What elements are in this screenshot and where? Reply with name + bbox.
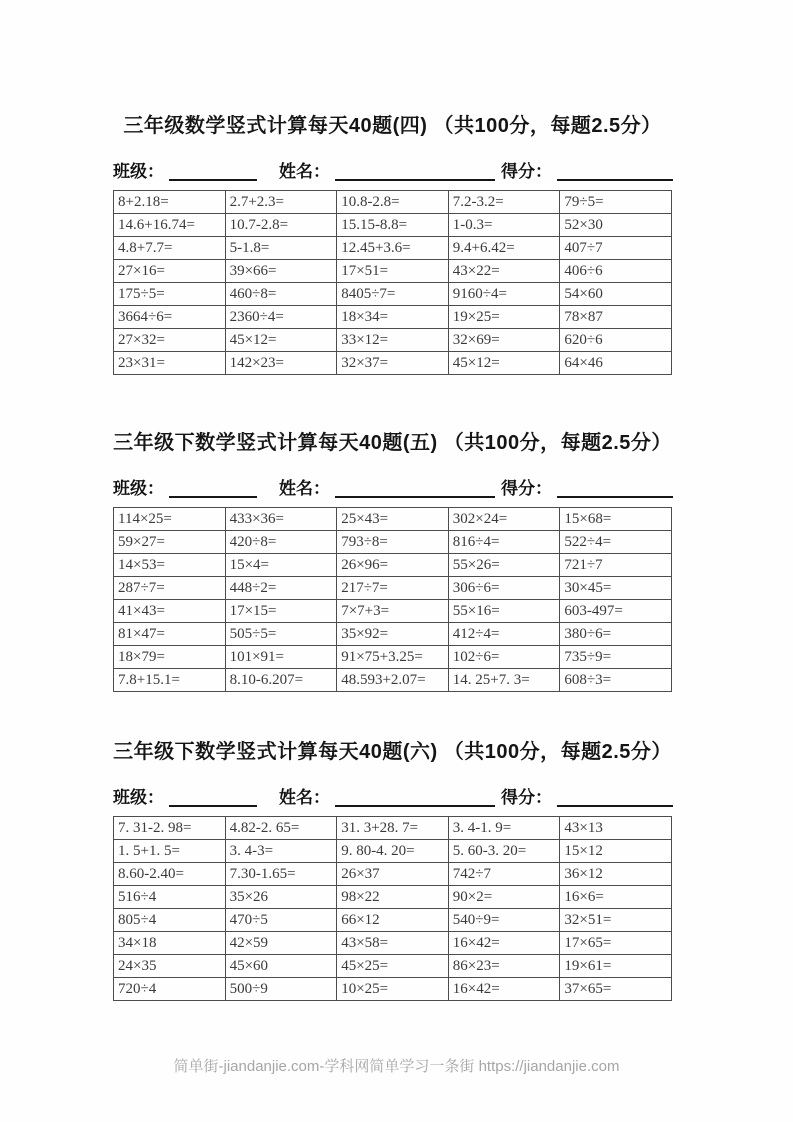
problem-cell: 23×31= <box>114 352 226 375</box>
problem-cell: 26×96= <box>337 554 449 577</box>
section-title: 三年级下数学竖式计算每天40题(六) （共100分，每题2.5分） <box>113 741 672 763</box>
score-field <box>501 161 673 183</box>
problem-cell: 79÷5= <box>560 191 672 214</box>
problem-cell: 12.45+3.6= <box>337 237 449 260</box>
problem-cell: 17×51= <box>337 260 449 283</box>
problem-cell: 2360÷4= <box>225 306 337 329</box>
problem-cell: 287÷7= <box>114 577 226 600</box>
problem-row <box>114 623 672 646</box>
problem-cell: 407÷7 <box>560 237 672 260</box>
header-fields <box>113 161 672 183</box>
problem-cell: 720÷4 <box>114 978 226 1001</box>
problem-cell: 10.7-2.8= <box>225 214 337 237</box>
problem-cell: 90×2= <box>448 886 560 909</box>
problem-cell: 15×12 <box>560 840 672 863</box>
problem-cell: 66×12 <box>337 909 449 932</box>
problem-cell: 217÷7= <box>337 577 449 600</box>
header-fields <box>113 478 672 500</box>
problem-cell: 37×65= <box>560 978 672 1001</box>
problem-cell: 16×42= <box>448 978 560 1001</box>
problem-cell: 86×23= <box>448 955 560 978</box>
problem-cell: 98×22 <box>337 886 449 909</box>
problem-cell: 1. 5+1. 5= <box>114 840 226 863</box>
problem-cell: 19×25= <box>448 306 560 329</box>
problem-cell: 1-0.3= <box>448 214 560 237</box>
problem-cell: 18×79= <box>114 646 226 669</box>
problem-cell: 175÷5= <box>114 283 226 306</box>
problem-cell: 603-497= <box>560 600 672 623</box>
problem-cell: 7.30-1.65= <box>225 863 337 886</box>
problem-cell: 805÷4 <box>114 909 226 932</box>
class-field <box>113 161 257 183</box>
problem-cell: 470÷5 <box>225 909 337 932</box>
problem-cell: 114×25= <box>114 508 226 531</box>
problem-cell: 101×91= <box>225 646 337 669</box>
name-blank-line <box>335 178 495 181</box>
problem-cell: 55×26= <box>448 554 560 577</box>
problem-cell: 81×47= <box>114 623 226 646</box>
class-field <box>113 787 257 809</box>
class-blank-line <box>169 804 257 807</box>
problem-cell: 620÷6 <box>560 329 672 352</box>
problem-cell: 34×18 <box>114 932 226 955</box>
problem-cell: 41×43= <box>114 600 226 623</box>
problem-cell: 78×87 <box>560 306 672 329</box>
problem-row <box>114 531 672 554</box>
problem-cell: 26×37 <box>337 863 449 886</box>
problem-cell: 32×51= <box>560 909 672 932</box>
problem-cell: 54×60 <box>560 283 672 306</box>
problem-cell: 522÷4= <box>560 531 672 554</box>
problem-cell: 14. 25+7. 3= <box>448 669 560 692</box>
problem-cell: 14.6+16.74= <box>114 214 226 237</box>
problem-cell: 45×12= <box>225 329 337 352</box>
problem-cell: 14×53= <box>114 554 226 577</box>
problem-cell: 8.60-2.40= <box>114 863 226 886</box>
problem-cell: 406÷6 <box>560 260 672 283</box>
score-label: 得分： <box>501 162 552 181</box>
score-blank-line <box>557 804 673 807</box>
problem-cell: 10.8-2.8= <box>337 191 449 214</box>
class-label: 班级： <box>113 162 164 181</box>
problem-row <box>114 600 672 623</box>
problem-cell: 5. 60-3. 20= <box>448 840 560 863</box>
problem-row <box>114 978 672 1001</box>
problem-row <box>114 329 672 352</box>
name-field <box>279 478 495 500</box>
problem-cell: 3. 4-1. 9= <box>448 817 560 840</box>
problem-cell: 540÷9= <box>448 909 560 932</box>
problem-row <box>114 554 672 577</box>
problem-cell: 608÷3= <box>560 669 672 692</box>
problem-cell: 15×4= <box>225 554 337 577</box>
problem-cell: 42×59 <box>225 932 337 955</box>
problem-cell: 27×32= <box>114 329 226 352</box>
problem-row <box>114 909 672 932</box>
problem-cell: 3. 4-3= <box>225 840 337 863</box>
problem-row <box>114 214 672 237</box>
problem-cell: 4.8+7.7= <box>114 237 226 260</box>
problem-row <box>114 352 672 375</box>
problem-row <box>114 932 672 955</box>
problem-cell: 8.10-6.207= <box>225 669 337 692</box>
problem-cell: 45×60 <box>225 955 337 978</box>
problem-cell: 505÷5= <box>225 623 337 646</box>
problem-row <box>114 886 672 909</box>
problem-row <box>114 817 672 840</box>
problem-row <box>114 863 672 886</box>
problem-cell: 39×66= <box>225 260 337 283</box>
problem-cell: 16×42= <box>448 932 560 955</box>
score-label: 得分： <box>501 788 552 807</box>
problems-table <box>113 190 672 375</box>
worksheet-content <box>113 113 672 1001</box>
section-title: 三年级下数学竖式计算每天40题(五) （共100分，每题2.5分） <box>113 432 672 454</box>
problem-row <box>114 260 672 283</box>
problem-cell: 412÷4= <box>448 623 560 646</box>
problem-row <box>114 840 672 863</box>
problem-cell: 35×26 <box>225 886 337 909</box>
problem-cell: 721÷7 <box>560 554 672 577</box>
name-blank-line <box>335 495 495 498</box>
problem-cell: 17×15= <box>225 600 337 623</box>
problem-cell: 16×6= <box>560 886 672 909</box>
problem-cell: 43×58= <box>337 932 449 955</box>
problem-cell: 793÷8= <box>337 531 449 554</box>
problems-table <box>113 507 672 692</box>
problem-row <box>114 306 672 329</box>
problem-cell: 3664÷6= <box>114 306 226 329</box>
problem-cell: 735÷9= <box>560 646 672 669</box>
header-fields <box>113 787 672 809</box>
problem-cell: 45×25= <box>337 955 449 978</box>
problem-cell: 31. 3+28. 7= <box>337 817 449 840</box>
footer-text: 简单街-jiandanjie.com-学科网简单学习一条街 https://jiandanjie.com <box>173 1058 620 1075</box>
problem-cell: 55×16= <box>448 600 560 623</box>
problem-cell: 18×34= <box>337 306 449 329</box>
problem-cell: 15×68= <box>560 508 672 531</box>
problem-cell: 420÷8= <box>225 531 337 554</box>
problem-cell: 433×36= <box>225 508 337 531</box>
problem-cell: 35×92= <box>337 623 449 646</box>
problem-cell: 302×24= <box>448 508 560 531</box>
class-label: 班级： <box>113 788 164 807</box>
problem-cell: 43×22= <box>448 260 560 283</box>
problem-row <box>114 577 672 600</box>
class-blank-line <box>169 495 257 498</box>
score-field <box>501 787 673 809</box>
problem-cell: 36×12 <box>560 863 672 886</box>
problem-row <box>114 646 672 669</box>
problem-cell: 24×35 <box>114 955 226 978</box>
name-label: 姓名： <box>279 479 330 498</box>
score-field <box>501 478 673 500</box>
score-label: 得分： <box>501 479 552 498</box>
name-label: 姓名： <box>279 788 330 807</box>
problem-cell: 460÷8= <box>225 283 337 306</box>
problem-cell: 59×27= <box>114 531 226 554</box>
problem-row <box>114 669 672 692</box>
score-blank-line <box>557 495 673 498</box>
problem-cell: 91×75+3.25= <box>337 646 449 669</box>
name-field <box>279 161 495 183</box>
worksheet-section-3 <box>113 739 672 1001</box>
worksheet-section-2 <box>113 430 672 692</box>
problem-cell: 448÷2= <box>225 577 337 600</box>
problem-cell: 10×25= <box>337 978 449 1001</box>
worksheet-section-1 <box>113 113 672 375</box>
problems-table <box>113 816 672 1001</box>
problem-row <box>114 283 672 306</box>
problem-cell: 7.8+15.1= <box>114 669 226 692</box>
class-field <box>113 478 257 500</box>
problem-cell: 742÷7 <box>448 863 560 886</box>
problem-cell: 516÷4 <box>114 886 226 909</box>
problem-cell: 33×12= <box>337 329 449 352</box>
problem-cell: 7.2-3.2= <box>448 191 560 214</box>
problem-cell: 32×37= <box>337 352 449 375</box>
problem-cell: 30×45= <box>560 577 672 600</box>
problem-cell: 25×43= <box>337 508 449 531</box>
problem-cell: 7×7+3= <box>337 600 449 623</box>
problem-cell: 816÷4= <box>448 531 560 554</box>
problem-cell: 45×12= <box>448 352 560 375</box>
problem-cell: 15.15-8.8= <box>337 214 449 237</box>
problem-cell: 142×23= <box>225 352 337 375</box>
name-blank-line <box>335 804 495 807</box>
problem-cell: 9160÷4= <box>448 283 560 306</box>
problem-cell: 27×16= <box>114 260 226 283</box>
problem-cell: 48.593+2.07= <box>337 669 449 692</box>
problem-cell: 32×69= <box>448 329 560 352</box>
problem-row <box>114 508 672 531</box>
problem-cell: 17×65= <box>560 932 672 955</box>
problem-cell: 7. 31-2. 98= <box>114 817 226 840</box>
score-blank-line <box>557 178 673 181</box>
problem-cell: 2.7+2.3= <box>225 191 337 214</box>
problem-cell: 102÷6= <box>448 646 560 669</box>
problem-cell: 500÷9 <box>225 978 337 1001</box>
problem-row <box>114 191 672 214</box>
section-title: 三年级数学竖式计算每天40题(四) （共100分，每题2.5分） <box>123 115 662 137</box>
problem-cell: 64×46 <box>560 352 672 375</box>
problem-cell: 8+2.18= <box>114 191 226 214</box>
name-label: 姓名： <box>279 162 330 181</box>
class-blank-line <box>169 178 257 181</box>
problem-cell: 8405÷7= <box>337 283 449 306</box>
problem-row <box>114 955 672 978</box>
problem-cell: 5-1.8= <box>225 237 337 260</box>
name-field <box>279 787 495 809</box>
problem-cell: 9.4+6.42= <box>448 237 560 260</box>
problem-cell: 52×30 <box>560 214 672 237</box>
problem-cell: 19×61= <box>560 955 672 978</box>
problem-cell: 306÷6= <box>448 577 560 600</box>
problem-cell: 9. 80-4. 20= <box>337 840 449 863</box>
class-label: 班级： <box>113 479 164 498</box>
problem-row <box>114 237 672 260</box>
problem-cell: 380÷6= <box>560 623 672 646</box>
problem-cell: 43×13 <box>560 817 672 840</box>
problem-cell: 4.82-2. 65= <box>225 817 337 840</box>
